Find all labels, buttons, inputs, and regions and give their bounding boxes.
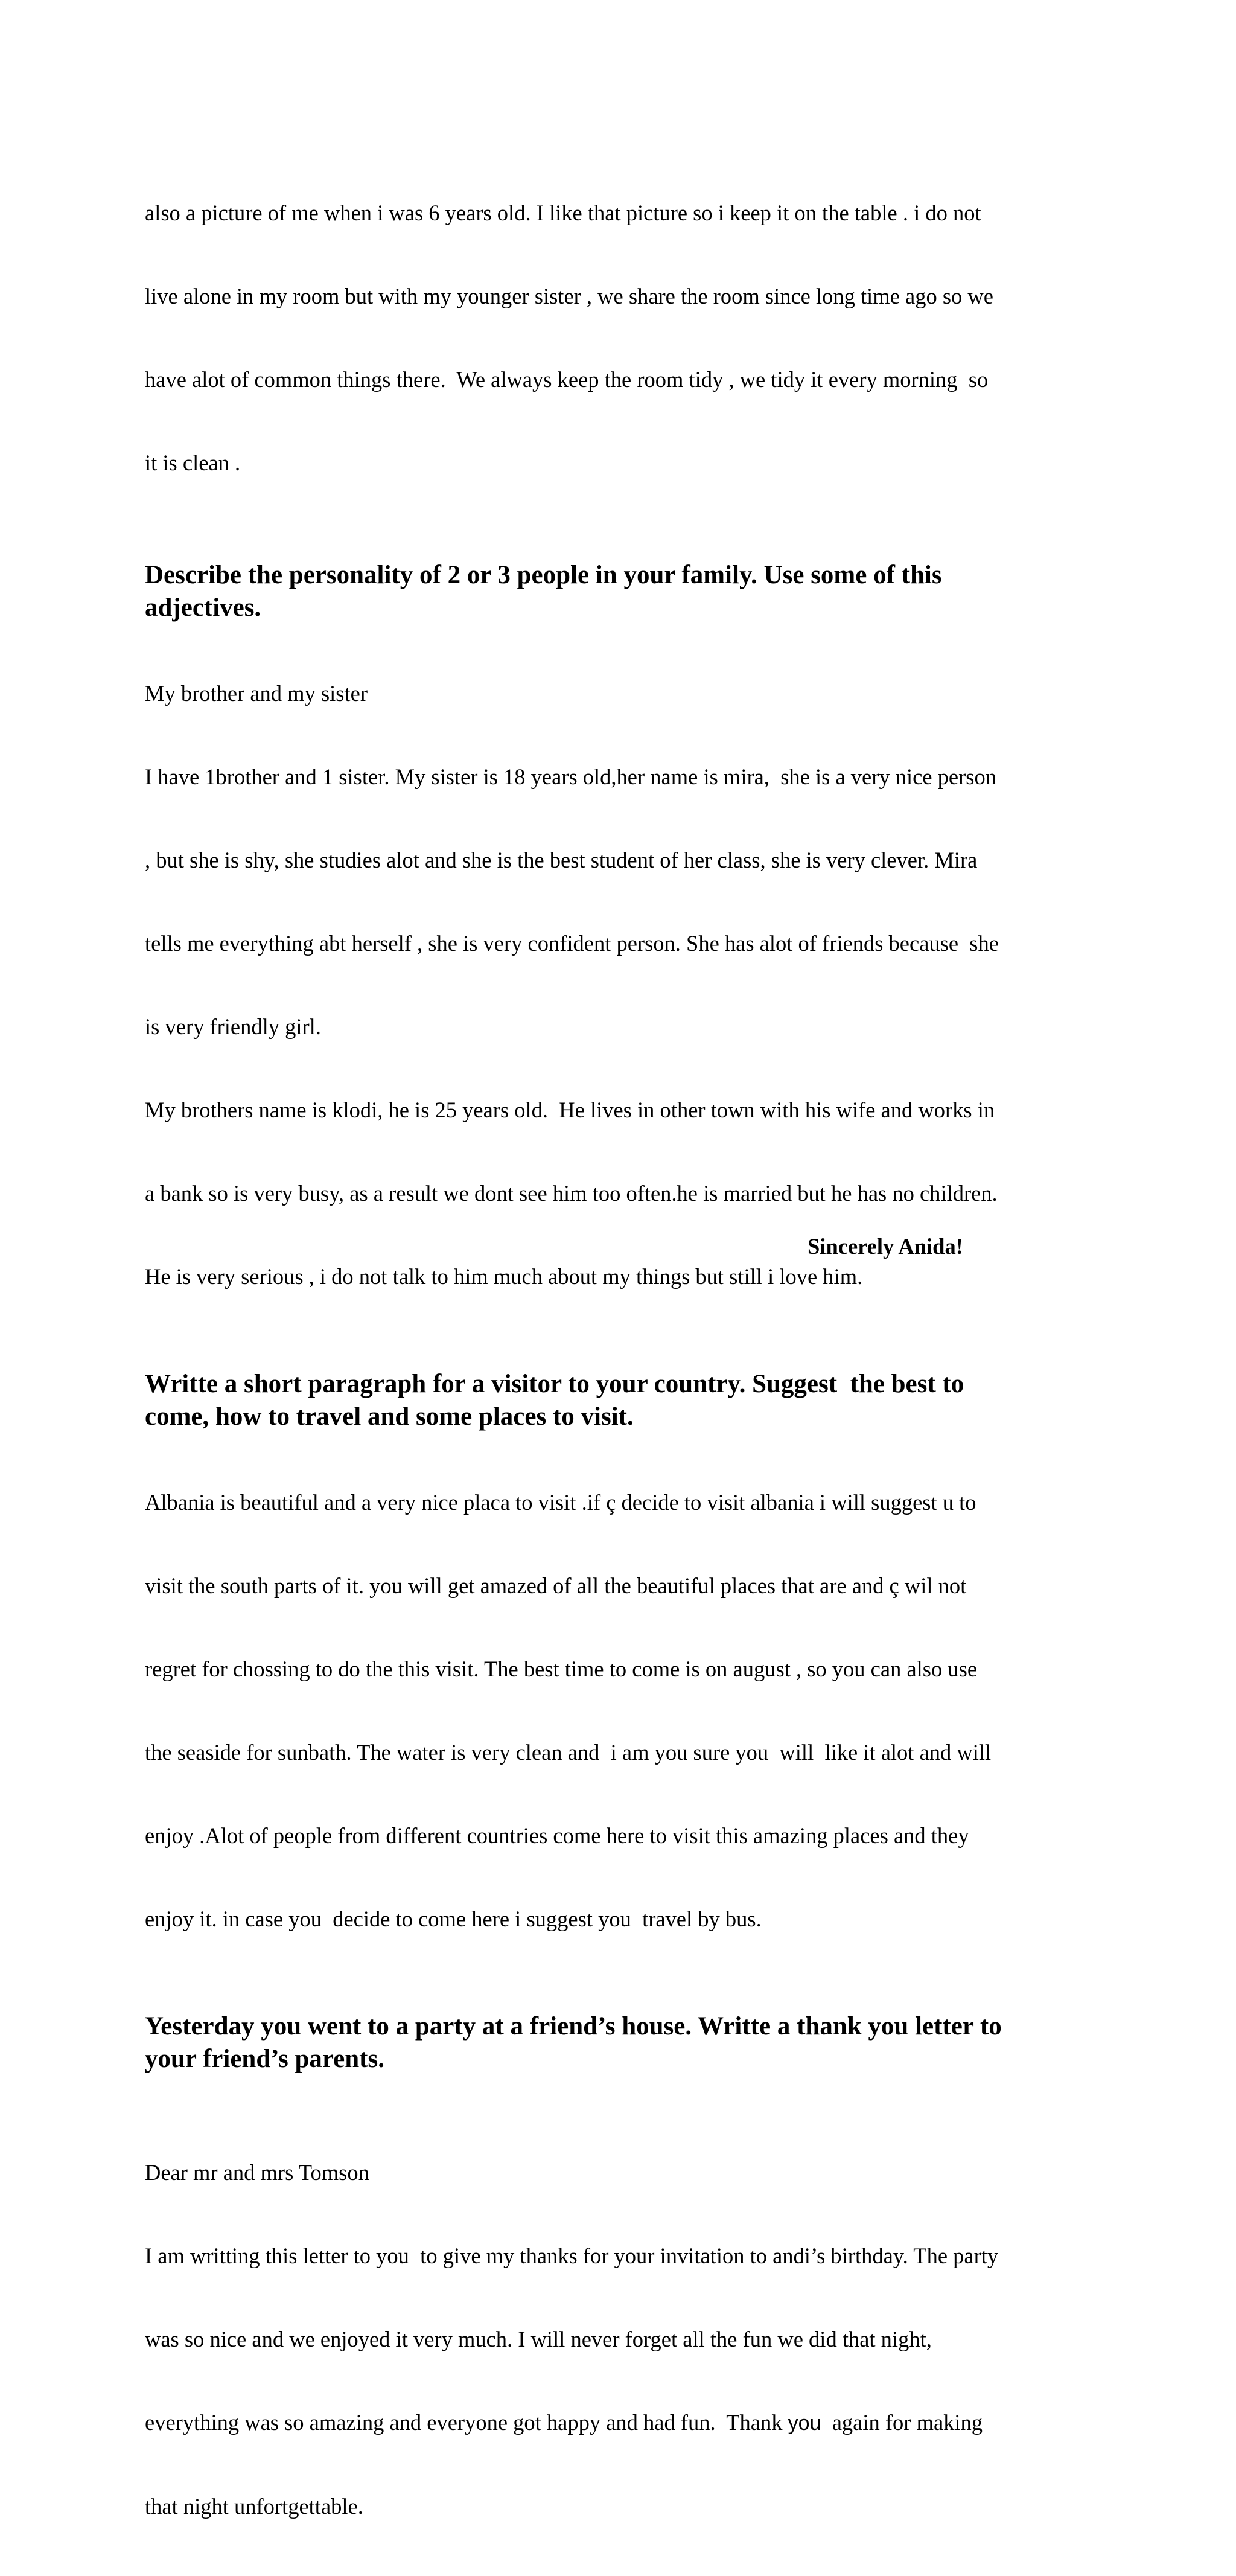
document-body [145,144,1110,2576]
paragraph-line: My brother and my sister [145,681,368,706]
paragraph-word-sans: you [788,2412,821,2435]
paragraph-line: live alone in my room but with my younger sister , we share the room since long time ago so we [145,284,993,308]
signature: Sincerely Anida! [808,1234,963,1259]
heading-line: Writte a short paragraph for a visitor to your country. Suggest the best to [145,1370,964,1398]
section-heading-visitor [145,1368,1110,1433]
paragraph-line-start: everything was so amazing and everyone got happy and had fun. Thank [145,2410,788,2435]
heading-line: come, how to travel and some places to visit. [145,1402,634,1431]
paragraph-line: I am writting this letter to you to give my thanks for your invitation to andi’s birthday. The party [145,2243,999,2268]
letter-salutation: Dear mr and mrs Tomson [145,2160,369,2185]
intro-paragraph [145,144,1110,532]
paragraph-line: I have 1brother and 1 sister. My sister is 18 years old,her name is mira, she is a very nice person [145,764,996,789]
paragraph-line: visit the south parts of it. you will get amazed of all the beautiful places that are and ç wil not [145,1573,967,1598]
heading-line: Yesterday you went to a party at a friend’s house. Writte a thank you letter to [145,2012,1002,2041]
paragraph-line: , but she is shy, she studies alot and she is the best student of her class, she is very clever. Mira [145,848,978,872]
paragraph-line: that night unfortgettable. [145,2494,363,2519]
paragraph-line: it is clean . [145,450,241,475]
paragraph-line: regret for chossing to do the this visit. The best time to come is on august , so you can also use [145,1657,978,1681]
paragraph-line: enjoy .Alot of people from different countries come here to visit this amazing places and they [145,1823,969,1848]
visitor-paragraph [145,1433,1110,1989]
heading-line: adjectives. [145,593,261,622]
paragraph-line: Albania is beautiful and a very nice placa to visit .if ç decide to visit albania i will suggest u to [145,1490,976,1515]
paragraph-line: My brothers name is klodi, he is 25 years old. He lives in other town with his wife and works in [145,1098,995,1122]
paragraph-line: the seaside for sunbath. The water is very clean and i am you sure you will like it alot and will [145,1740,992,1765]
paragraph-line: He is very serious , i do not talk to him much about my things but still i love him. [145,1264,863,1289]
family-paragraph [145,624,1110,1346]
paragraph-line: is very friendly girl. [145,1014,321,1039]
paragraph-line [145,2409,1110,2437]
section-heading-family [145,559,1110,624]
paragraph-line: was so nice and we enjoyed it very much. I will never forget all the fun we did that night, [145,2327,932,2351]
paragraph-line: a bank so is very busy, as a result we dont see him too often.he is married but he has no children. [145,1181,998,1206]
paragraph-line: tells me everything abt herself , she is very confident person. She has alot of friends because she [145,931,999,956]
paragraph-line: have alot of common things there. We always keep the room tidy , we tidy it every morning so [145,367,989,392]
heading-line: Describe the personality of 2 or 3 people in your family. Use some of this [145,561,942,589]
heading-line: your friend’s parents. [145,2045,384,2073]
letter-paragraph [145,2103,1110,2576]
paragraph-line: also a picture of me when i was 6 years old. I like that picture so i keep it on the table . i do not [145,200,981,225]
paragraph-line: enjoy it. in case you decide to come here i suggest you travel by bus. [145,1906,762,1931]
paragraph-line-end: again for making [821,2410,983,2435]
section-heading-letter [145,2010,1110,2076]
